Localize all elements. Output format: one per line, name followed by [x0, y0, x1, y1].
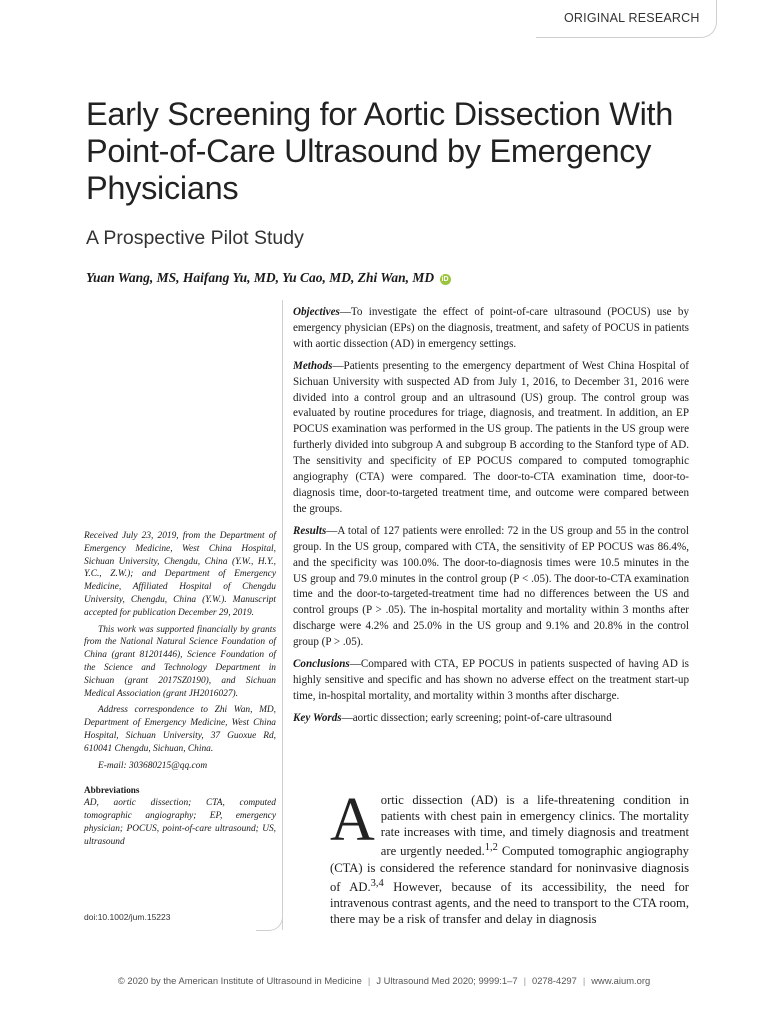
correspondence-address: Address correspondence to Zhi Wan, MD, Department of Emergency Medicine, West China Hospital, Sichuan University, 37 Guoxue Rd, 610041 Chengdu, Sichuan, China. [84, 705, 276, 754]
abstract [293, 305, 689, 733]
footer-separator: | [523, 975, 526, 986]
abstract-methods [293, 359, 689, 518]
issn-text: 0278-4297 [532, 975, 577, 986]
drop-cap: A [330, 786, 375, 854]
article-info-sidebar [84, 530, 276, 852]
objectives-label: Objectives [293, 306, 340, 318]
methods-text: —Patients presenting to the emergency department of West China Hospital of Sichuan University with suspected AD from July 1, 2016, to December 31, 2016 were divided into a control group and an ultrasound (US) group. The control group was evaluated by routine procedures for triage, diagnosis, and treatment. In addition, an EP POCUS examination was performed in the US group. The patients in the US group were furtherly divided into subgroup A and subgroup B according to the Stanford type of AD. The sensitivity and specificity of EP POCUS compared to computed tomographic angiography (CTA) were compared. The door-to-CTA examination time, door-to-diagnosis time, door-to-targeted treatment time, and outcome were compared between the groups. [293, 359, 689, 515]
abstract-conclusions [293, 657, 689, 705]
abstract-keywords [293, 711, 689, 727]
footer-separator: | [367, 975, 371, 986]
citation-ref-2[interactable]: 3,4 [370, 877, 384, 889]
abstract-objectives [293, 305, 689, 353]
abbreviations-heading: Abbreviations [84, 785, 140, 796]
keywords-text: —aortic dissection; early screening; point-of-care ultrasound [341, 711, 612, 724]
article-subtitle: A Prospective Pilot Study [86, 227, 304, 249]
abbreviations-list: AD, aortic dissection; CTA, computed tomographic angiography; EP, emergency physician; POCUS, point-of-care ultrasound; US, ultrasound [84, 798, 276, 847]
copyright-text: © 2020 by the American Institute of Ultrasound in Medicine [117, 975, 362, 986]
column-divider [282, 300, 283, 930]
citation-ref-1[interactable]: 1,2 [484, 842, 498, 854]
body-text-1: ortic dissection (AD) is a life-threatening condition in patients with chest pain in emergency clinics. The mortality rate increases with time, and timely diagnosis and treatment are urgently needed. [380, 793, 689, 859]
keywords-label: Key Words [293, 711, 342, 724]
received-note: Received July 23, 2019, from the Department of Emergency Medicine, West China Hospital, Sichuan University, Chengdu, China (Y.W., H.Y., Y.C., Z.W.); and Department of Emergency Medicine, Affiliated Hospital of Chengdu University, Chengdu, China (Y.W.). Manuscript accepted for publication December 29, 2019. [84, 531, 276, 618]
body-text-2: Computed tomographic angiography (CTA) is considered the reference standard for noninvasive diagnosis of AD. [330, 844, 689, 894]
correspondence-email[interactable]: E-mail: 303680215@qq.com [98, 760, 208, 771]
objectives-text: —To investigate the effect of point-of-care ultrasound (POCUS) use by emergency physician (EPs) on the diagnosis, treatment, and safety of POCUS in patients with aortic dissection (AD) in emergency settings. [293, 306, 689, 350]
body-text-3: However, because of its accessibility, the need for intravenous contrast agents, and the need to transport to the CTA room, there may be a risk of transfer and delay in diagnosis [330, 879, 689, 927]
doi-link[interactable]: doi:10.1002/jum.15223 [84, 912, 171, 922]
author-list [86, 270, 451, 286]
page-footer [0, 975, 768, 986]
body-paragraph [330, 786, 689, 927]
authors-text: Yuan Wang, MS, Haifang Yu, MD, Yu Cao, MD, Zhi Wan, MD [86, 270, 435, 285]
funding-note: This work was supported financially by grants from the National Natural Science Foundation of China (grant 81201446), Science Foundation of the Science and Technology Department in Sichuan (grant 2017SZ0190), and Sichuan Medical Association (grant JH2016027). [84, 624, 276, 699]
results-text: —A total of 127 patients were enrolled: 72 in the US group and 55 in the control group. In the US group, compared with CTA, the sensitivity of EP POCUS was 86.4%, and the specificity was 100.0%. The door-to-diagnosis times were 10.5 minutes in the US group and 79.0 minutes in the control group (P < .05). The door-to-CTA examination time and the door-to-targeted-treatment time had no differences between the US and control groups (P > .05). The in-hospital mortality and mortality within 3 months after discharge were 4.2% and 25.0% in the US group and 9.1% and 20.8% in the control group (P > .05). [293, 524, 689, 649]
journal-citation: J Ultrasound Med 2020; 9999:1–7 [376, 975, 518, 986]
website-link[interactable]: www.aium.org [591, 975, 651, 986]
abstract-results [293, 524, 689, 651]
conclusions-label: Conclusions [293, 658, 350, 671]
conclusions-text: —Compared with CTA, EP POCUS in patients suspected of having AD is highly sensitive and specific and has shown no adverse effect on the treatment start-up time, in-hospital mortality, and mortality within 3 months after discharge. [293, 658, 689, 702]
orcid-icon[interactable]: iD [441, 276, 449, 283]
article-title: Early Screening for Aortic Dissection With Point-of-Care Ultrasound by Emergency Physicians [86, 96, 674, 206]
section-badge: ORIGINAL RESEARCH [564, 11, 700, 25]
results-label: Results [293, 524, 327, 537]
footer-separator: | [582, 975, 586, 986]
methods-label: Methods [293, 359, 333, 372]
sidebar-corner-rule [256, 900, 283, 931]
